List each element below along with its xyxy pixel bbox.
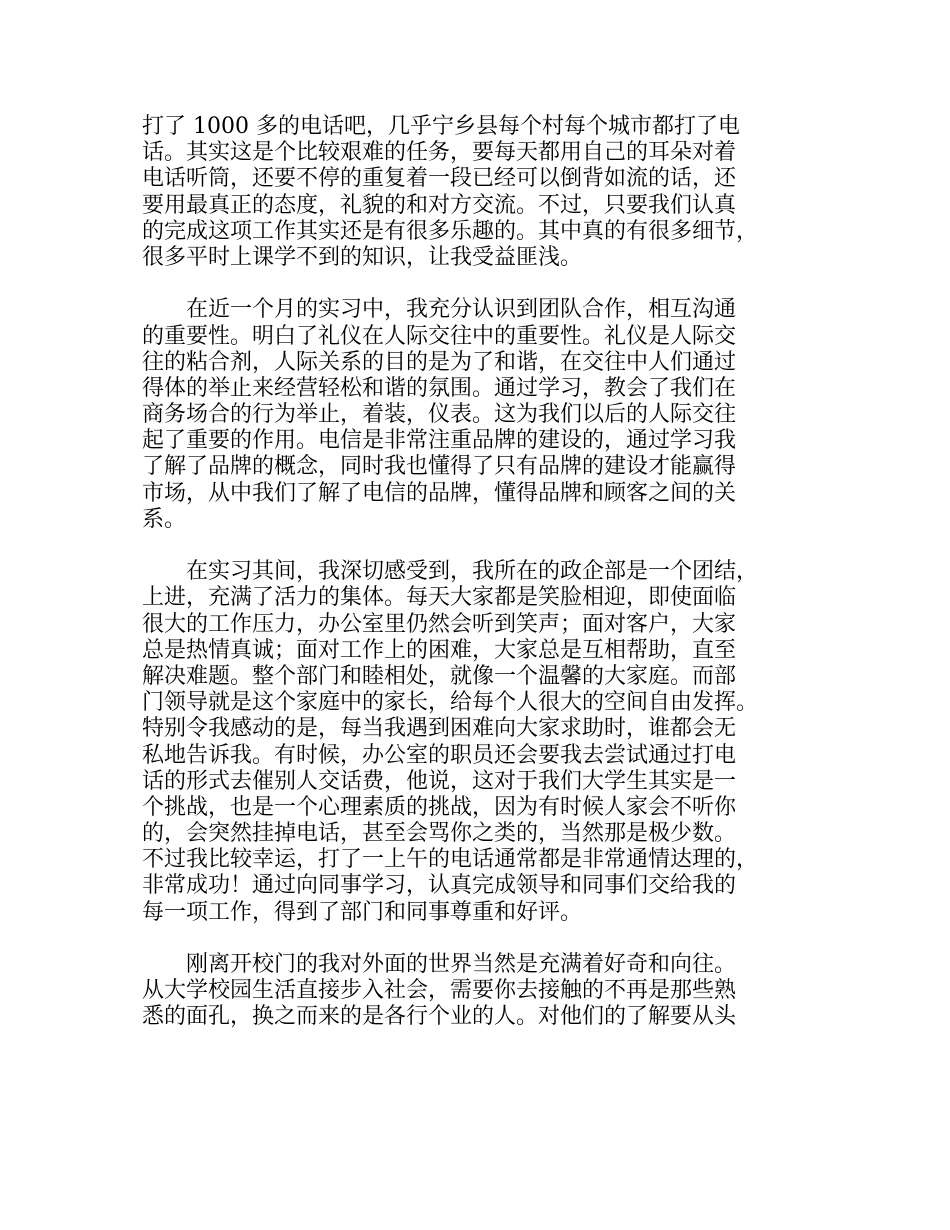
text-line: 从大学校园生活直接步入社会，需要你去接触的不再是那些熟 [142, 978, 737, 1004]
paragraph [142, 559, 832, 926]
text-line: 市场，从中我们了解了电信的品牌，懂得品牌和顾客之间的关 [142, 480, 737, 506]
text-line: 话。其实这是个比较艰难的任务，要每天都用自己的耳朵对着 [142, 140, 737, 166]
text-line: 解决难题。整个部门和睦相处，就像一个温馨的大家庭。而部 [142, 663, 737, 689]
text-line: 总是热情真诚；面对工作上的困难，大家总是互相帮助，直至 [142, 637, 737, 663]
text-line: 打了 1000 多的电话吧，几乎宁乡县每个村每个城市都打了电 [142, 114, 740, 139]
text-line: 的，会突然挂掉电话，甚至会骂你之类的，当然那是极少数。 [142, 821, 737, 847]
text-line: 个挑战，也是一个心理素质的挑战，因为有时候人家会不听你 [142, 794, 737, 820]
text-line: 话的形式去催别人交话费，他说，这对于我们大学生其实是一 [142, 768, 737, 794]
document-body [142, 114, 832, 1031]
text-line: 要用最真正的态度，礼貌的和对方交流。不过，只要我们认真 [142, 192, 737, 218]
text-line: 每一项工作，得到了部门和同事尊重和好评。 [142, 899, 583, 925]
text-line: 很多平时上课学不到的知识，让我受益匪浅。 [142, 244, 583, 270]
paragraph [142, 297, 832, 533]
text-line: 往的粘合剂，人际关系的目的是为了和谐，在交往中人们通过 [142, 349, 737, 375]
text-line: 门领导就是这个家庭中的家长，给每个人很大的空间自由发挥。 [142, 690, 759, 716]
text-line: 不过我比较幸运，打了一上午的电话通常都是非常通情达理的， [142, 847, 759, 873]
text-line: 电话听筒，还要不停的重复着一段已经可以倒背如流的话，还 [142, 166, 737, 192]
text-line: 起了重要的作用。电信是非常注重品牌的建设的，通过学习我 [142, 428, 737, 454]
text-line: 悉的面孔，换之而来的是各行个业的人。对他们的了解要从头 [142, 1004, 737, 1030]
text-line: 系。 [142, 506, 187, 532]
text-line: 得体的举止来经营轻松和谐的氛围。通过学习，教会了我们在 [142, 375, 737, 401]
text-line: 在实习其间，我深切感受到，我所在的政企部是一个团结， [142, 559, 759, 585]
text-line: 私地告诉我。有时候，办公室的职员还会要我去尝试通过打电 [142, 742, 737, 768]
text-line: 的重要性。明白了礼仪在人际交往中的重要性。礼仪是人际交 [142, 323, 737, 349]
paragraph [142, 114, 832, 271]
text-line: 在近一个月的实习中，我充分认识到团队合作，相互沟通 [142, 297, 737, 323]
text-line: 特别令我感动的是，每当我遇到困难向大家求助时，谁都会无 [142, 716, 737, 742]
text-line: 的完成这项工作其实还是有很多乐趣的。其中真的有很多细节， [142, 218, 759, 244]
paragraph [142, 952, 832, 1031]
text-line: 很大的工作压力，办公室里仍然会听到笑声；面对客户，大家 [142, 611, 737, 637]
text-line: 上进，充满了活力的集体。每天大家都是笑脸相迎，即使面临 [142, 585, 737, 611]
text-line: 刚离开校门的我对外面的世界当然是充满着好奇和向往。 [142, 952, 737, 977]
text-line: 非常成功！通过向同事学习，认真完成领导和同事们交给我的 [142, 873, 737, 899]
paragraph-gap [142, 533, 832, 559]
paragraph-gap [142, 271, 832, 297]
text-line: 商务场合的行为举止，着装，仪表。这为我们以后的人际交往 [142, 402, 737, 428]
paragraph-gap [142, 926, 832, 952]
text-line: 了解了品牌的概念，同时我也懂得了只有品牌的建设才能赢得 [142, 454, 737, 480]
